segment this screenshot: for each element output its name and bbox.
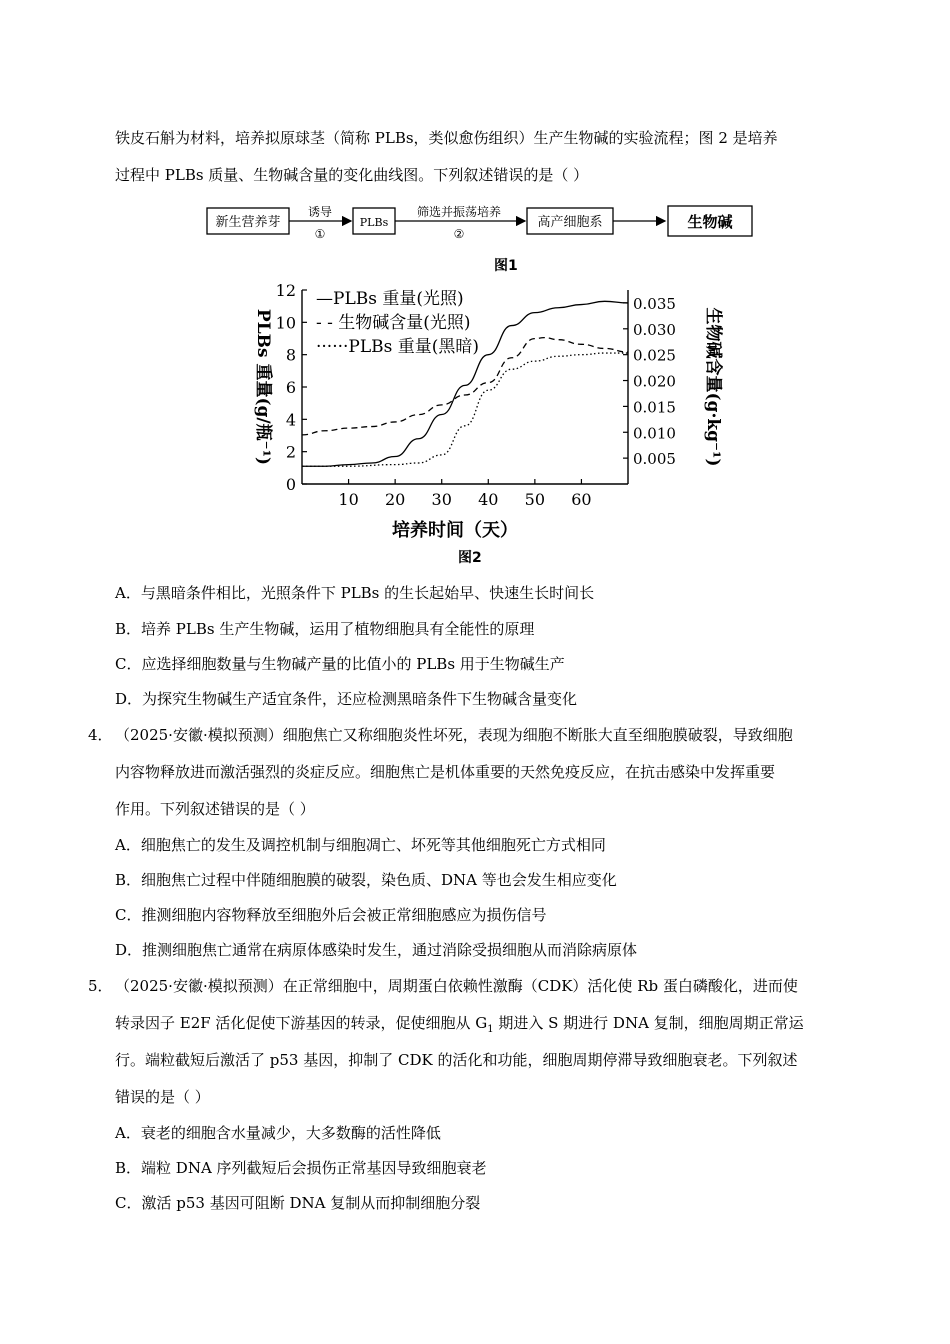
figure-2-caption: 图2 <box>458 550 482 566</box>
x-tick-label: 40 <box>478 490 499 509</box>
q3-stem-line-1: 铁皮石斛为材料，培养拟原球茎（简称 PLBs，类似愈伤组织）生产生物碱的实验流程；图 2 是培养 <box>115 129 778 147</box>
legend-entry: ······PLBs 重量(黑暗) <box>316 337 480 357</box>
y-axis-right-label: 生物碱含量(g·kg⁻¹) <box>703 307 723 467</box>
q4-option-d: D．推测细胞焦亡通常在病原体感染时发生，通过消除受损细胞从而消除病原体 <box>115 941 638 959</box>
q5-stem-line-2-part-b: 期进入 S 期进行 DNA 复制，细胞周期正常运 <box>493 1014 804 1032</box>
flow-box-high-yield-label: 高产细胞系 <box>537 215 603 230</box>
q5-stem-line-1: （2025·安徽·模拟预测）在正常细胞中，周期蛋白依赖性激酶（CDK）活化使 Rb 蛋白磷酸化，进而使 <box>115 977 798 995</box>
q5-stem-line-2 <box>115 1013 804 1040</box>
y-left-tick-label: 2 <box>285 442 296 462</box>
y-right-tick-label: 0.020 <box>633 372 676 391</box>
figure-1-flowchart <box>195 200 765 245</box>
y-right-tick-label: 0.030 <box>633 320 676 339</box>
x-tick-label: 50 <box>524 490 546 509</box>
flow-box-new-bud-label: 新生营养芽 <box>215 215 281 230</box>
y-left-tick-label: 12 <box>275 281 296 300</box>
x-tick-label: 30 <box>431 490 452 509</box>
q4-number: 4． <box>88 726 113 744</box>
y-axis-left-label: PLBs 重量(g/瓶⁻¹) <box>253 308 273 466</box>
x-tick-label: 20 <box>384 490 406 509</box>
q3-stem-line-2: 过程中 PLBs 质量、生物碱含量的变化曲线图。下列叙述错误的是（ ） <box>115 166 589 184</box>
legend-entry: - - 生物碱含量(光照) <box>316 313 471 333</box>
q5-option-c: C．激活 p53 基因可阻断 DNA 复制从而抑制细胞分裂 <box>115 1194 481 1212</box>
y-right-tick-label: 0.010 <box>633 424 676 443</box>
q3-option-b: B．培养 PLBs 生产生物碱，运用了植物细胞具有全能性的原理 <box>115 620 535 638</box>
flow-box-plbs-label: PLBs <box>359 216 389 229</box>
y-left-tick-label: 4 <box>285 410 296 430</box>
q4-option-b: B．细胞焦亡过程中伴随细胞膜的破裂，染色质、DNA 等也会发生相应变化 <box>115 871 617 889</box>
q5-stem-line-2-part-a: 转录因子 E2F 活化促使下游基因的转录，促使细胞从 G <box>115 1014 488 1032</box>
x-axis-label: 培养时间（天） <box>392 520 518 541</box>
y-left-tick-label: 0 <box>285 475 296 494</box>
q4-stem-line-3: 作用。下列叙述错误的是（ ） <box>115 800 315 818</box>
q4-stem-line-1: （2025·安徽·模拟预测）细胞焦亡又称细胞炎性坏死，表现为细胞不断胀大直至细胞膜破裂，导致细胞 <box>115 726 793 744</box>
legend-entry: —PLBs 重量(光照) <box>316 289 464 309</box>
q5-g1-subscript: 1 <box>487 1024 494 1035</box>
x-tick-label: 10 <box>338 490 359 509</box>
q5-option-b: B．端粒 DNA 序列截短后会损伤正常基因导致细胞衰老 <box>115 1159 487 1177</box>
flow-arrow-1-top-label: 诱导 <box>307 205 333 219</box>
y-left-tick-label: 10 <box>275 313 296 333</box>
q4-option-a: A．细胞焦亡的发生及调控机制与细胞凋亡、坏死等其他细胞死亡方式相同 <box>115 836 606 854</box>
q5-stem-line-3: 行。端粒截短后激活了 p53 基因，抑制了 CDK 的活化和功能，细胞周期停滞导致细胞衰老。下列叙述 <box>115 1051 798 1069</box>
q3-option-c: C．应选择细胞数量与生物碱产量的比值小的 PLBs 用于生物碱生产 <box>115 655 565 673</box>
q5-option-a: A．衰老的细胞含水量减少，大多数酶的活性降低 <box>115 1124 441 1142</box>
q3-option-d: D．为探究生物碱生产适宜条件，还应检测黑暗条件下生物碱含量变化 <box>115 690 578 708</box>
y-right-tick-label: 0.025 <box>633 346 676 365</box>
series-line-3 <box>302 353 628 466</box>
flow-box-alkaloid-label: 生物碱 <box>687 213 733 231</box>
q3-option-a: A．与黑暗条件相比，光照条件下 PLBs 的生长起始早、快速生长时间长 <box>115 584 595 602</box>
q4-stem-line-2: 内容物释放进而激活强烈的炎症反应。细胞焦亡是机体重要的天然免疫反应，在抗击感染中发挥重要 <box>115 763 776 781</box>
flow-arrow-1-bottom-label: ① <box>314 227 326 241</box>
q4-option-c: C．推测细胞内容物释放至细胞外后会被正常细胞感应为损伤信号 <box>115 906 547 924</box>
y-left-tick-label: 6 <box>285 378 296 397</box>
flow-arrow-2-bottom-label: ② <box>453 227 465 241</box>
y-right-tick-label: 0.015 <box>633 398 676 417</box>
x-tick-label: 60 <box>571 490 592 509</box>
y-right-tick-label: 0.005 <box>633 450 676 469</box>
figure-2-chart <box>240 278 730 543</box>
figure-1-caption: 图1 <box>494 258 518 274</box>
q5-number: 5． <box>88 977 113 995</box>
y-right-tick-label: 0.035 <box>633 294 676 313</box>
q5-stem-line-4: 错误的是（ ） <box>115 1088 210 1106</box>
y-left-tick-label: 8 <box>285 345 296 365</box>
flow-arrow-2-top-label: 筛选并振荡培养 <box>416 205 502 219</box>
